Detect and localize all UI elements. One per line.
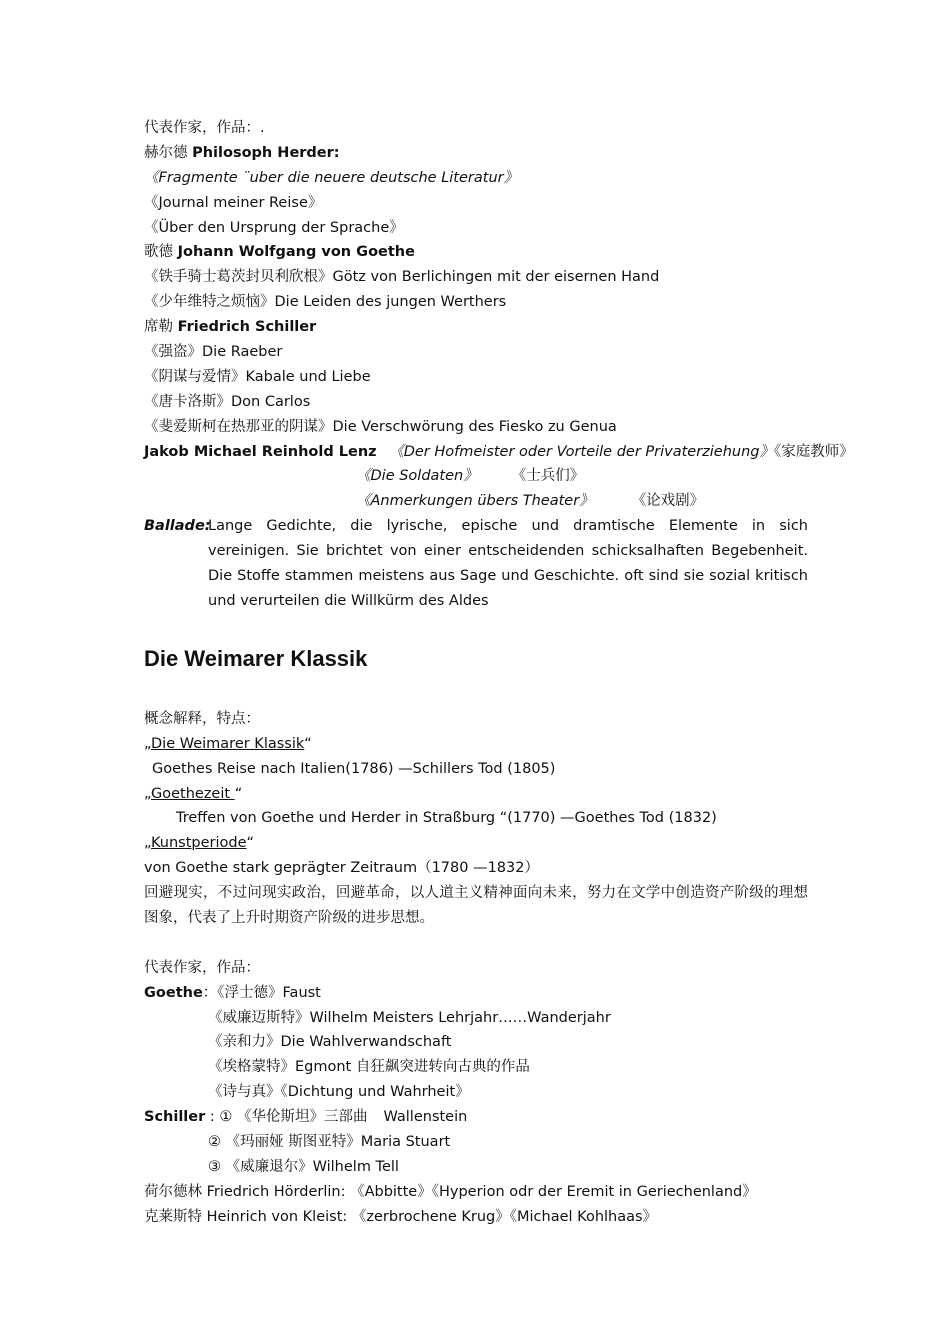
author-name-cn: 席勒 [144,319,173,336]
work-item: 《少年维特之烦恼》Die Leiden des jungen Werthers [144,294,507,311]
author-kleist: 克莱斯特 Heinrich von Kleist: 《zerbrochene Krug》《Michael Kohlhaas》 [144,1208,658,1225]
author-schiller-works: Schiller : ① 《华伦斯坦》三部曲 Wallenstein [144,1109,468,1126]
author-name: Philosoph Herder: [192,144,340,161]
work-item [144,1155,808,1180]
term-link: Die Weimarer Klassik [151,735,305,752]
term-link: Kunstperiode [151,835,247,852]
author-lenz [144,440,854,465]
work-item: 《埃格蒙特》Egmont 自狂飙突进转向古典的作品 [208,1059,530,1076]
author-name: Goethe [144,984,203,1001]
work-title: Wallenstein [383,1109,468,1126]
authors-heading: 代表作家，作品： [144,959,260,976]
work-item: 《强盗》Die Raeber [144,344,283,361]
work-title: 《Die Soldaten》 [356,468,478,485]
work-title-cn: 《华伦斯坦》三部曲 [236,1109,368,1126]
work-item: 《威廉迈斯特》Wilhelm Meisters Lehrjahr……Wanderjahr [208,1009,611,1026]
ballade-term: Ballade: [144,518,211,535]
work-title: Wilhelm Tell [312,1158,399,1175]
term-line: „Goethezeit “ [144,785,243,802]
ballade-definition [144,514,808,614]
work-item: 《铁手骑士葛茨封贝利欣根》Götz von Berlichingen mit der eisernen Hand [144,269,660,286]
author-hoelderlin: 荷尔德林 Friedrich Hörderlin: 《Abbitte》《Hyperion odr der Eremit in Geriechenland》 [144,1183,757,1200]
term-link: Goethezeit [151,785,235,802]
work-item: ：《浮士德》Faust [202,984,321,1001]
author-name: Johann Wolfgang von Goethe [177,244,415,261]
concept-heading: 概念解释，特点： [144,710,260,727]
work-title-cn: 《威廉退尔》 [225,1158,313,1175]
work-item [144,489,808,514]
work-title: Maria Stuart [360,1134,451,1151]
work-item: 《阴谋与爱情》Kabale und Liebe [144,368,371,385]
work-title-cn: 《士兵们》 [511,468,585,485]
term-line: „Die Weimarer Klassik“ [144,735,312,752]
author-herder [144,141,808,166]
author-goethe-works [144,981,808,1006]
work-title: 《Der Hofmeister oder Vorteile der Privaterziehung》 [389,443,775,460]
term-description: Treffen von Goethe und Herder in Straßburg “(1770) —Goethes Tod (1832) [176,810,717,827]
author-name-cn: 赫尔德 [144,144,188,161]
author-goethe [144,240,808,265]
section-title: Die Weimarer Klassik [144,645,368,671]
author-name: Jakob Michael Reinhold Lenz [144,443,377,460]
work-item: 《Fragmente ¨uber die neuere deutsche Literatur》 [144,169,519,186]
author-name: Friedrich Schiller [177,319,317,336]
document-page [144,116,854,1230]
work-item: 《亲和力》Die Wahlverwandschaft [208,1034,452,1051]
author-name-cn: 歌德 [144,244,173,261]
work-number: ② [208,1134,221,1151]
term-description: Goethes Reise nach Italien(1786) —Schillers Tod (1805) [152,760,556,777]
ballade-text: Lange Gedichte, die lyrische, epische und dramtische Elemente in sich vereinigen. Sie brichtet von einer entscheidenden schicksalhaften Begebenheit. Die Stoffe stammen meistens aus Sage und Geschichte. oft sind sie sozial kritisch und verurteilen die Willkürm des Aldes [208,518,808,609]
work-item [144,1130,808,1155]
work-number: ③ [208,1158,221,1175]
summary-paragraph: 回避现实，不过问现实政治，回避革命，以人道主义精神面向未来，努力在文学中创造资产阶级的理想图象，代表了上升时期资产阶级的进步思想。 [144,885,808,927]
term-line: „Kunstperiode“ [144,835,255,852]
work-item: 《唐卡洛斯》Don Carlos [144,393,311,410]
author-name: Schiller [144,1109,206,1126]
author-schiller [144,315,808,340]
work-item: 《Journal meiner Reise》 [144,194,323,211]
work-title-cn: 《家庭教师》 [774,443,854,460]
authors-heading: 代表作家，作品：. [144,120,265,136]
work-item [144,464,808,489]
spacer [144,931,808,956]
term-description: von Goethe stark geprägter Zeitraum（1780 —1832） [144,860,539,877]
work-number: ① [219,1109,233,1126]
work-title: 《Anmerkungen übers Theater》 [356,493,594,510]
work-item: 《斐爱斯柯在热那亚的阴谋》Die Verschwörung des Fiesko zu Genua [144,418,617,435]
work-item: 《诗与真》《Dichtung und Wahrheit》 [208,1084,470,1101]
work-title-cn: 《论戏剧》 [631,493,705,510]
work-title-cn: 《玛丽娅 斯图亚特》 [225,1134,361,1151]
work-item: 《Über den Ursprung der Sprache》 [144,219,404,236]
